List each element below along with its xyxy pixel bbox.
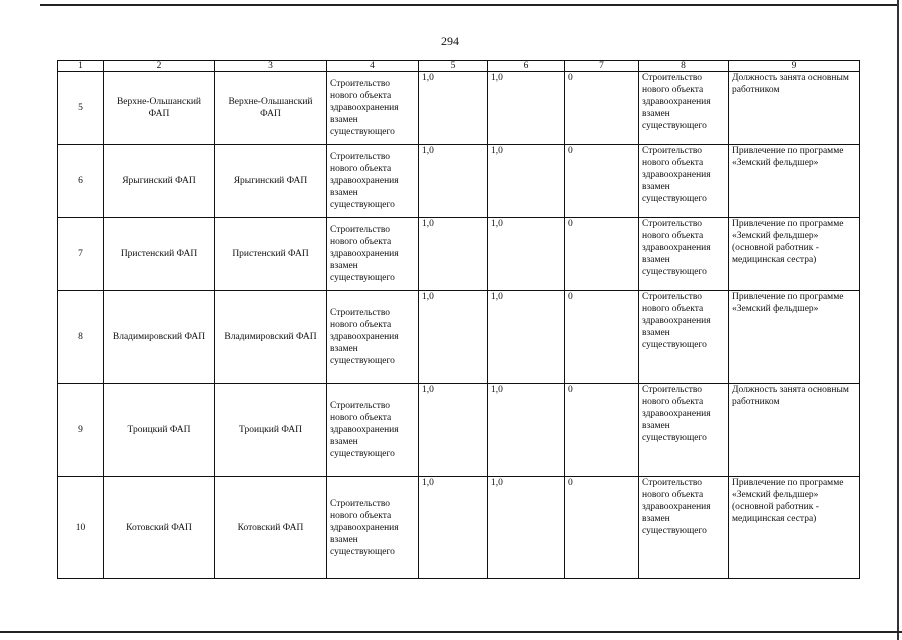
staffing-note: Привлечение по программе «Земский фельдшер» (основной работник - медицинская сестра) (729, 477, 860, 579)
table-row (58, 218, 860, 291)
staffing-note: Должность занята основным работником (729, 384, 860, 477)
table-row (58, 384, 860, 477)
value-col7: 0 (565, 218, 639, 291)
header-cell: 1 (58, 61, 104, 72)
row-number: 9 (58, 384, 104, 477)
value-col7: 0 (565, 477, 639, 579)
value-col6: 1,0 (488, 145, 565, 218)
action-description: Строительство нового объекта здравоохранения взамен существующего (639, 218, 729, 291)
page-number: 294 (441, 34, 459, 48)
row-number: 8 (58, 291, 104, 384)
value-col6: 1,0 (488, 477, 565, 579)
header-cell: 6 (488, 61, 565, 72)
table-row (58, 477, 860, 579)
data-table (57, 60, 860, 579)
header-cell: 8 (639, 61, 729, 72)
planned-action: Строительство нового объекта здравоохранения взамен существующего (327, 145, 419, 218)
planned-action: Строительство нового объекта здравоохранения взамен существующего (327, 291, 419, 384)
row-number: 7 (58, 218, 104, 291)
planned-action: Строительство нового объекта здравоохранения взамен существующего (327, 477, 419, 579)
staffing-note: Привлечение по программе «Земский фельдшер» (основной работник - медицинская сестра) (729, 218, 860, 291)
value-col5: 1,0 (419, 291, 488, 384)
value-col5: 1,0 (419, 72, 488, 145)
facility-name-alt: Троицкий ФАП (215, 384, 327, 477)
facility-name: Пристенский ФАП (104, 218, 215, 291)
header-cell: 5 (419, 61, 488, 72)
facility-name: Владимировский ФАП (104, 291, 215, 384)
action-description: Строительство нового объекта здравоохранения взамен существующего (639, 384, 729, 477)
facility-name-alt: Ярыгинский ФАП (215, 145, 327, 218)
value-col6: 1,0 (488, 384, 565, 477)
value-col7: 0 (565, 291, 639, 384)
facility-name-alt: Котовский ФАП (215, 477, 327, 579)
action-description: Строительство нового объекта здравоохранения взамен существующего (639, 145, 729, 218)
facility-name: Троицкий ФАП (104, 384, 215, 477)
planned-action: Строительство нового объекта здравоохранения взамен существующего (327, 72, 419, 145)
table-row (58, 72, 860, 145)
header-cell: 9 (729, 61, 860, 72)
value-col5: 1,0 (419, 145, 488, 218)
planned-action: Строительство нового объекта здравоохранения взамен существующего (327, 218, 419, 291)
value-col5: 1,0 (419, 384, 488, 477)
staffing-note: Привлечение по программе «Земский фельдшер» (729, 291, 860, 384)
facility-name-alt: Владимировский ФАП (215, 291, 327, 384)
planned-action: Строительство нового объекта здравоохранения взамен существующего (327, 384, 419, 477)
staffing-note: Привлечение по программе «Земский фельдшер» (729, 145, 860, 218)
value-col5: 1,0 (419, 477, 488, 579)
scan-edge-bottom (0, 631, 902, 633)
row-number: 5 (58, 72, 104, 145)
table-row (58, 145, 860, 218)
row-number: 6 (58, 145, 104, 218)
value-col6: 1,0 (488, 72, 565, 145)
header-cell: 7 (565, 61, 639, 72)
header-cell: 3 (215, 61, 327, 72)
value-col6: 1,0 (488, 218, 565, 291)
scan-edge-top (40, 4, 898, 6)
facility-name-alt: Верхне-Ольшанский ФАП (215, 72, 327, 145)
value-col7: 0 (565, 145, 639, 218)
scan-edge-right (897, 0, 899, 640)
value-col7: 0 (565, 72, 639, 145)
header-row (58, 61, 860, 72)
staffing-note: Должность занята основным работником (729, 72, 860, 145)
table-row (58, 291, 860, 384)
action-description: Строительство нового объекта здравоохранения взамен существующего (639, 72, 729, 145)
row-number: 10 (58, 477, 104, 579)
header-cell: 4 (327, 61, 419, 72)
header-cell: 2 (104, 61, 215, 72)
facility-name: Ярыгинский ФАП (104, 145, 215, 218)
facility-name: Котовский ФАП (104, 477, 215, 579)
action-description: Строительство нового объекта здравоохранения взамен существующего (639, 477, 729, 579)
value-col7: 0 (565, 384, 639, 477)
action-description: Строительство нового объекта здравоохранения взамен существующего (639, 291, 729, 384)
facility-name: Верхне-Ольшанский ФАП (104, 72, 215, 145)
value-col6: 1,0 (488, 291, 565, 384)
value-col5: 1,0 (419, 218, 488, 291)
facility-name-alt: Пристенский ФАП (215, 218, 327, 291)
